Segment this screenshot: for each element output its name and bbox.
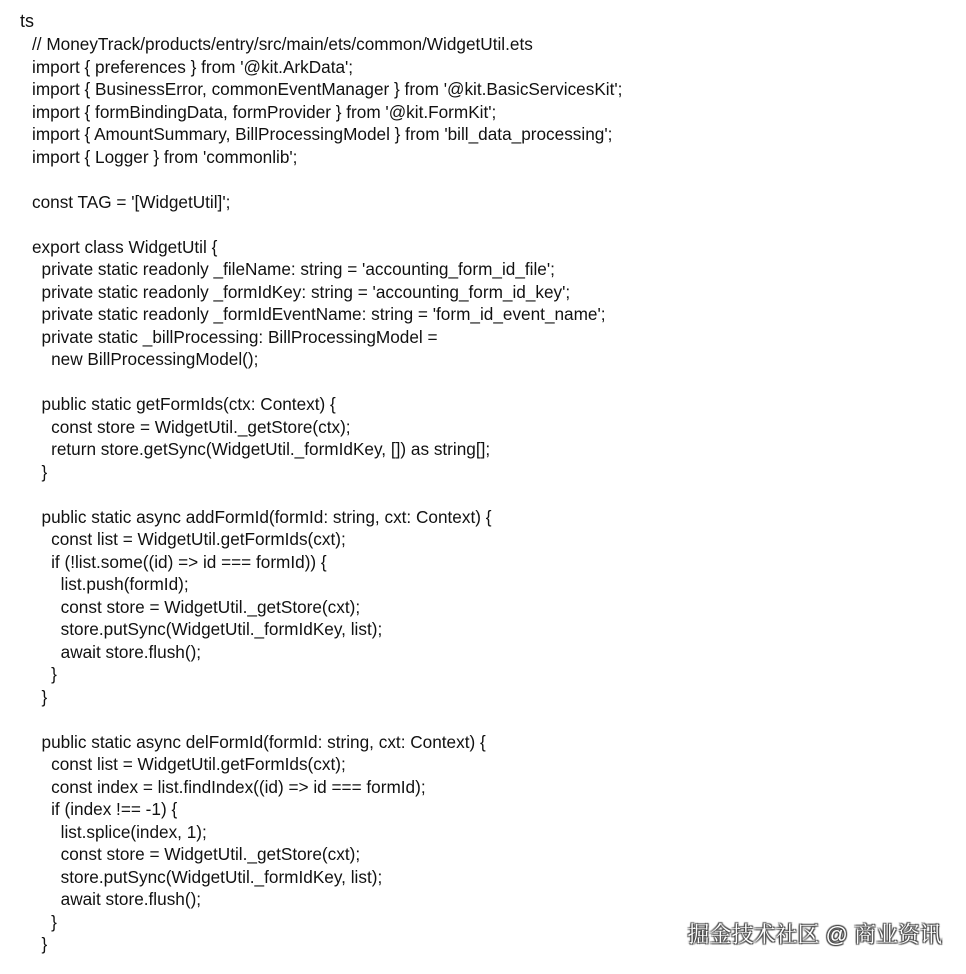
code-line (32, 168, 622, 191)
code-line: list.push(formId); (32, 574, 189, 594)
code-line: } (32, 664, 57, 684)
code-line: const list = WidgetUtil.getFormIds(cxt); (32, 529, 346, 549)
code-line: public static async delFormId(formId: string, cxt: Context) { (32, 731, 486, 752)
code-line: private static readonly _formIdKey: string = 'accounting_form_id_key'; (32, 281, 571, 302)
code-line: } (32, 686, 48, 707)
language-label: ts (20, 11, 35, 31)
code-line: const list = WidgetUtil.getFormIds(cxt); (32, 754, 346, 774)
code-line: return store.getSync(WidgetUtil._formIdKey, []) as string[]; (32, 439, 491, 459)
code-line: store.putSync(WidgetUtil._formIdKey, list); (32, 619, 383, 639)
code-line: public static async addFormId(formId: string, cxt: Context) { (32, 506, 492, 527)
code-line: public static getFormIds(ctx: Context) { (32, 394, 336, 414)
code-line: if (!list.some((id) => id === formId)) { (32, 551, 327, 572)
code-line: if (index !== -1) { (32, 799, 178, 819)
code-line: store.putSync(WidgetUtil._formIdKey, list); (32, 866, 383, 887)
code-line: import { AmountSummary, BillProcessingModel } from 'bill_data_processing'; (32, 124, 613, 144)
code-line (32, 483, 622, 506)
code-line: await store.flush(); (32, 889, 202, 909)
code-line: private static readonly _fileName: string = 'accounting_form_id_file'; (32, 259, 555, 279)
code-line: const index = list.findIndex((id) => id === formId); (32, 776, 426, 797)
code-line: } (32, 461, 48, 482)
code-line (32, 213, 622, 236)
code-line: const store = WidgetUtil._getStore(cxt); (32, 844, 361, 864)
code-line: import { preferences } from '@kit.ArkData'; (32, 56, 354, 77)
code-line: import { Logger } from 'commonlib'; (32, 146, 298, 167)
watermark: 掘金技术社区 @ 商业资讯 (687, 922, 942, 947)
code-line: private static readonly _formIdEventName: string = 'form_id_event_name'; (32, 304, 606, 324)
code-block (32, 33, 622, 956)
code-line: // MoneyTrack/products/entry/src/main/ets/common/WidgetUtil.ets (32, 34, 533, 54)
code-line: import { BusinessError, commonEventManager } from '@kit.BasicServicesKit'; (32, 79, 623, 99)
code-line: } (32, 934, 48, 954)
code-line: list.splice(index, 1); (32, 821, 207, 842)
code-line: export class WidgetUtil { (32, 236, 218, 257)
code-line: new BillProcessingModel(); (32, 349, 259, 369)
code-line: } (32, 911, 57, 932)
code-line: const store = WidgetUtil._getStore(ctx); (32, 416, 351, 437)
code-line: await store.flush(); (32, 641, 202, 662)
code-line: const TAG = '[WidgetUtil]'; (32, 191, 231, 212)
code-line: private static _billProcessing: BillProcessingModel = (32, 326, 438, 347)
code-line (32, 708, 622, 731)
code-line: const store = WidgetUtil._getStore(cxt); (32, 596, 361, 617)
code-line: import { formBindingData, formProvider } from '@kit.FormKit'; (32, 101, 497, 122)
code-line (32, 371, 622, 394)
